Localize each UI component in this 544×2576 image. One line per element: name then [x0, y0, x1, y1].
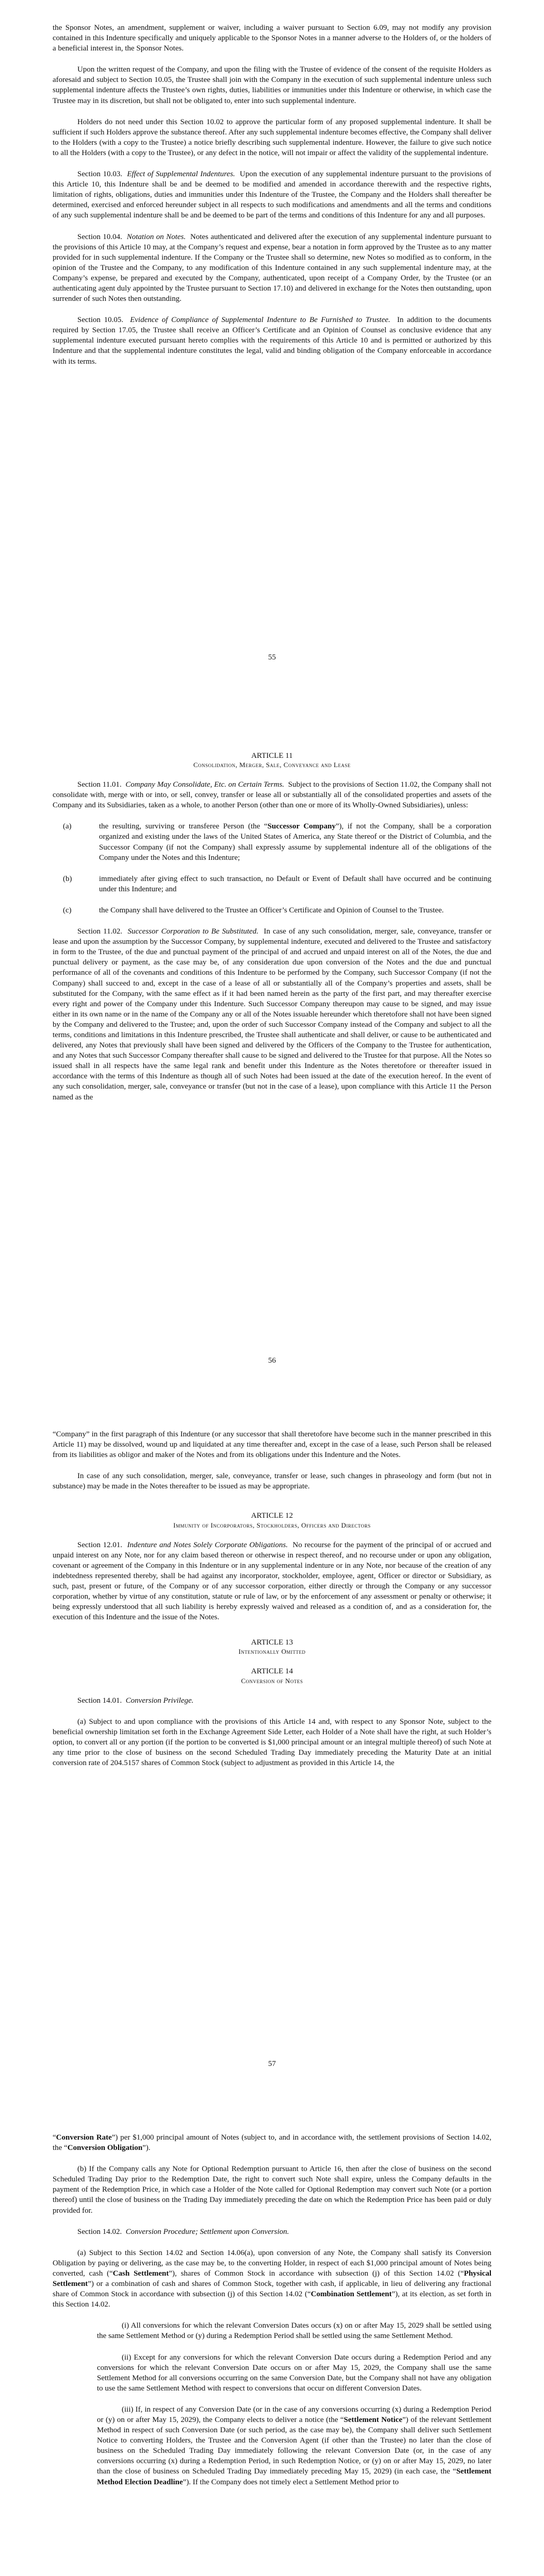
clause-b: [53, 874, 491, 894]
section-title: Company May Consolidate, Etc. on Certain Terms.: [125, 781, 285, 789]
article-title: Intentionally Omitted: [238, 1648, 306, 1656]
section-title: Notation on Notes.: [126, 232, 186, 241]
clause-text: the resulting, surviving or transferee Person (the “Successor Company”), if not the Company, shall be a corporation organized and existing under the laws of the United States of America, any State thereof or the District of Columbia, and the Successor Company (if not the Company) shall expressly assume by supplemental indenture all of the obligations of the Company under the Notes and this Indenture;: [99, 822, 492, 862]
section-heading: Section 14.01.: [77, 1696, 122, 1705]
section-body: No recourse for the payment of the principal of or accrued and unpaid interest on any Note, nor for any claim based thereon or otherwise in respect thereof, and no recourse under or upon any obligation, covenant or agreement of the Company in this Indenture or in any supplemental indenture or in any Note, nor because of the creation of any indebtedness represented thereby, shall be had against any incorporator, stockholder, employee, agent, Officer or director or Subsidiary, as such, past, present or future, of the Company or of any successor corporation, either directly or through the Company or any successor corporation, whether by virtue of any constitution, statute or rule of law, or by the enforcement of any assessment or penalty or otherwise; it being expressly understood that all such liability is hereby expressly waived and released as a condition of, and as a consideration for, the execution of this Indenture and the issue of the Notes.: [53, 1540, 492, 1622]
section-11-01: [53, 779, 491, 810]
defined-term: Combination Settlement: [310, 2290, 392, 2299]
defined-term: Physical Settlement: [53, 2269, 491, 2289]
defined-term: Conversion Rate: [56, 2133, 112, 2142]
paragraph: the Sponsor Notes, an amendment, supplement or waiver, including a waiver pursuant to Section 6.09, may not modify any provision contained in this Indenture specifically and uniquely applicable to the Sponsor Notes in a manner adverse to the Holders of, or the holders of a beneficial interest in, the Sponsor Notes.: [53, 24, 491, 53]
section-heading: Section 10.04.: [77, 232, 122, 241]
section-body: In addition to the documents required by Section 17.05, the Trustee shall receive an Officer’s Certificate and an Opinion of Counsel as conclusive evidence that any supplemental indenture executed pursuant hereto complies with the requirements of this Article 10 and is permitted or authorized by this Indenture and that the supplemental indenture constitutes the legal, valid and binding obligation of the Company enforceable in accordance with its terms.: [53, 316, 492, 366]
article-heading: ARTICLE 14: [251, 1667, 293, 1676]
section-title: Successor Corporation to Be Substituted.: [127, 927, 259, 936]
clause-text: the Company shall have delivered to the Trustee an Officer’s Certificate and Opinion of Counsel to the Trustee.: [99, 906, 444, 914]
page-55: [0, 0, 544, 703]
section-heading: Section 11.01.: [77, 781, 122, 789]
paragraph: (a) Subject to and upon compliance with the provisions of this Article 14 and, with respect to any Sponsor Note, subject to the beneficial ownership limitation set forth in the Exchange Agreement Side Letter, each Holder of a Note shall have the right, at such Holder’s option, to convert all or any portion (if the portion to be converted is $1,000 principal amount or an integral multiple thereof) of such Note at any time prior to the close of business on the second Scheduled Trading Day immediately preceding the Maturity Date at an initial conversion rate of 204.5157 shares of Common Stock (subject to adjustment as provided in this Article 14, the: [53, 1717, 491, 1767]
paragraph: (b) If the Company calls any Note for Optional Redemption pursuant to Article 16, then after the close of business on the second Scheduled Trading Day prior to the Redemption Date, the right to convert such Note shall expire, unless the Company defaults in the payment of the Redemption Price, in which case a Holder of the Note called for Optional Redemption may convert such Note (or a portion thereof) until the close of business on the Trading Day immediately preceding the date on which the Redemption Price has been paid or duly provided for.: [53, 2165, 491, 2215]
article-heading: ARTICLE 13: [251, 1638, 293, 1647]
paragraph: Holders do not need under this Section 10.02 to approve the particular form of any proposed supplemental indenture. It shall be sufficient if such Holders approve the substance thereof. After any such supplemental indenture becomes effective, the Company shall deliver to the Holders (with a copy to the Trustee) a notice briefly describing such supplemental indenture. However, the failure to give such notice to all the Holders (with a copy to the Trustee), or any defect in the notice, will not impair or affect the validity of the supplemental indenture.: [53, 117, 491, 157]
clause-c: [53, 905, 491, 916]
clause-label: (c): [63, 906, 72, 914]
section-10-05: [53, 315, 491, 366]
section-10-03: [53, 169, 491, 221]
clause-a: [53, 821, 491, 862]
defined-term: Cash Settlement: [112, 2269, 169, 2278]
paragraph: Upon the written request of the Company, and upon the filing with the Trustee of evidence of the consent of the requisite Holders as aforesaid and subject to Section 10.05, the Trustee shall join with the Company in the execution of such supplemental indenture unless such supplemental indenture affects the Trustee’s own rights, duties, liabilities or immunities under this Indenture or otherwise, in which case the Trustee may in its discretion, but shall not be obligated to, enter into such supplemental indenture.: [53, 65, 491, 105]
paragraph: “Conversion Rate”) per $1,000 principal amount of Notes (subject to, and in accordance with, the settlement provisions of Section 14.02, the “Conversion Obligation”).: [53, 2133, 492, 2153]
section-heading: Section 10.05.: [77, 316, 124, 325]
article-title: Conversion of Notes: [241, 1676, 303, 1685]
clause-label: (a): [63, 822, 72, 831]
clause-text: immediately after giving effect to such transaction, no Default or Event of Default shall have occurred and be continuing under this Indenture; and: [99, 874, 491, 893]
section-title: Evidence of Compliance of Supplemental Indenture to Be Furnished to Trustee.: [130, 316, 390, 325]
section-10-04: [53, 232, 491, 304]
section-heading: Section 10.03.: [77, 170, 123, 179]
section-14-01: [53, 1696, 491, 1706]
section-heading: Section 12.01.: [77, 1540, 123, 1549]
sub-clause-i: (i) All conversions for which the relevant Conversion Dates occurs (x) on or after May 15, 2029 shall be settled using the same Settlement Method or (y) during a Redemption Period shall be settled using the same Settlement Method.: [97, 2321, 491, 2341]
article-title: Consolidation, Merger, Sale, Conveyance and Lease: [193, 761, 351, 769]
page-content: [53, 1429, 491, 1779]
page-number: 57: [268, 2060, 276, 2068]
defined-term: Successor Company: [267, 822, 336, 831]
defined-term: Conversion Obligation: [67, 2144, 143, 2153]
section-11-02: [53, 926, 491, 1103]
article-heading: ARTICLE 11: [251, 752, 293, 760]
section-body: Notes authenticated and delivered after the execution of any supplemental indenture pursuant to the provisions of this Article 10 may, at the Company’s request and expense, bear a notation in form approved by the Trustee as to any matter provided for in such supplemental indenture. If the Company or the Trustee shall so determine, new Notes so modified as to conform, in the opinion of the Trustee and the Company, to any modification of this Indenture contained in any such supplemental indenture may, at the Company’s expense, be prepared and executed by the Company, authenticated, upon receipt of a Company Order, by the Trustee (or an authenticating agent duly appointed by the Trustee pursuant to Section 17.10) and delivered in exchange for the Notes then outstanding, upon surrender of such Notes then outstanding.: [53, 232, 492, 303]
page-58: [0, 2110, 544, 2576]
article-title: Immunity of Incorporators, Stockholders, Officers and Directors: [173, 1521, 371, 1529]
section-title: Indenture and Notes Solely Corporate Obligations.: [127, 1540, 288, 1549]
section-body: In case of any such consolidation, merger, sale, conveyance, transfer or lease and upon the assumption by the Successor Company, by supplemental indenture, executed and delivered to the Trustee and satisfactory in form to the Trustee, of the due and punctual payment of the principal of and accrued and unpaid interest on all of the Notes, the due and punctual delivery or payment, as the case may be, of any consideration due upon conversion of the Notes and the due and punctual performance of all of the covenants and conditions of this Indenture to be performed by the Company, such Successor Company (if not the Company) shall succeed to and, except in the case of a lease of all or substantially all of the Company’s properties and assets, shall be substituted for the Company, with the same effect as if it had been named herein as the party of the first part, and may thereafter exercise every right and power of the Company under this Indenture. Such Successor Company thereupon may cause to be signed, and may issue either in its own name or in the name of the Company any or all of the Notes issuable hereunder which theretofore shall not have been signed by the Company and delivered to the Trustee; and, upon the order of such Successor Company instead of the Company and subject to all the terms, conditions and limitations in this Indenture prescribed, the Trustee shall authenticate and shall deliver, or cause to be authenticated and delivered, any Notes that previously shall have been signed and delivered by the Officers of the Company to the Trustee for authentication, and any Notes that such Successor Company thereafter shall cause to be signed and delivered to the Trustee for that purpose. All the Notes so issued shall in all respects have the same legal rank and benefit under this Indenture as the Notes theretofore or thereafter issued in accordance with the terms of this Indenture as though all of such Notes had been issued at the date of the execution hereof. In the event of any such consolidation, merger, sale, conveyance or transfer (but not in the case of a lease), upon compliance with this Article 11 the Person named as the: [53, 927, 492, 1101]
clause-label: (b): [63, 874, 72, 883]
section-body: Subject to the provisions of Section 11.02, the Company shall not consolidate with, merge with or into, or sell, convey, transfer or lease all or substantially all of the consolidated properties and assets of the Company and its Subsidiaries, taken as a whole, to another Person (other than one or more of its Wholly-Owned Subsidiaries), unless:: [53, 781, 492, 810]
article-heading: ARTICLE 12: [251, 1512, 293, 1520]
sub-clause-ii: (ii) Except for any conversions for which the relevant Conversion Date occurs during a Redemption Period and any conversions for which the relevant Conversion Date occurs on or after May 15, 2029, the Company shall use the same Settlement Method for all conversions occurring on the same Conversion Date, but the Company shall not have any obligation to use the same Settlement Method with respect to conversions that occur on different Conversion Dates.: [97, 2353, 491, 2393]
page-content: [53, 751, 491, 1113]
section-heading: Section 11.02.: [77, 927, 123, 936]
page-57: [0, 1406, 544, 2110]
paragraph: (a) Subject to this Section 14.02 and Section 14.06(a), upon conversion of any Note, the Company shall satisfy its Conversion Obligation by paying or delivering, as the case may be, to the converting Holder, in respect of each $1,000 principal amount of Notes being converted, cash (“Cash Settlement”), shares of Common Stock in accordance with subsection (j) of this Section 14.02 (“Physical Settlement”) or a combination of cash and shares of Common Stock, together with cash, if applicable, in lieu of delivering any fractional share of Common Stock in accordance with subsection (j) of this Section 14.02 (“Combination Settlement”), at its election, as set forth in this Section 14.02.: [53, 2248, 491, 2309]
page-number: 55: [268, 653, 276, 662]
section-title: Conversion Procedure; Settlement upon Conversion.: [125, 2227, 289, 2236]
section-heading: Section 14.02.: [77, 2227, 122, 2236]
defined-term: Settlement Notice: [343, 2415, 403, 2424]
page-number: 56: [268, 1357, 276, 1365]
page-56: [0, 703, 544, 1406]
section-title: Conversion Privilege.: [125, 1696, 194, 1705]
section-14-02: [53, 2227, 491, 2237]
page-content: [53, 23, 491, 378]
section-title: Effect of Supplemental Indentures.: [127, 170, 235, 179]
section-12-01: [53, 1540, 491, 1623]
paragraph: “Company” in the first paragraph of this Indenture (or any successor that shall theretofore have become such in the manner prescribed in this Article 11) may be dissolved, wound up and liquidated at any time thereafter and, except in the case of a lease, such Person shall be released from its liabilities as obligor and maker of the Notes and from its obligations under this Indenture and the Notes.: [53, 1430, 491, 1460]
paragraph: In case of any such consolidation, merger, sale, conveyance, transfer or lease, such changes in phraseology and form (but not in substance) may be made in the Notes thereafter to be issued as may be appropriate.: [53, 1472, 491, 1491]
page-content: [53, 2132, 491, 2498]
section-body: Upon the execution of any supplemental indenture pursuant to the provisions of this Article 10, this Indenture shall be and be deemed to be modified and amended in accordance therewith and the respective rights, limitation of rights, obligations, duties and immunities under this Indenture of the Trustee, the Company and the Holders shall thereafter be determined, exercised and enforced hereunder subject in all respects to such modifications and amendments and all the terms and conditions of any such supplemental indenture shall be and be deemed to be part of the terms and conditions of this Indenture for any and all purposes.: [53, 170, 492, 220]
defined-term: Settlement Method Election Deadline: [97, 2467, 491, 2486]
sub-clause-iii: (iii) If, in respect of any Conversion Date (or in the case of any conversions occurring (x) during a Redemption Period or (y) on or after May 15, 2029), the Company elects to deliver a notice (the “Settlement Notice”) of the relevant Settlement Method in respect of such Conversion Date (or such period, as the case may be), the Company shall deliver such Settlement Notice to converting Holders, the Trustee and the Conversion Agent (if other than the Trustee) no later than the close of business on the Scheduled Trading Day immediately following the relevant Conversion Date (or, in the case of any conversions occurring (x) during a Redemption Period, in such Redemption Notice, or (y) on or after May 15, 2029, no later than the close of business on Scheduled Trading Day immediately preceding May 15, 2029) (in each case, the “Settlement Method Election Deadline”). If the Company does not timely elect a Settlement Method prior to: [97, 2405, 491, 2486]
